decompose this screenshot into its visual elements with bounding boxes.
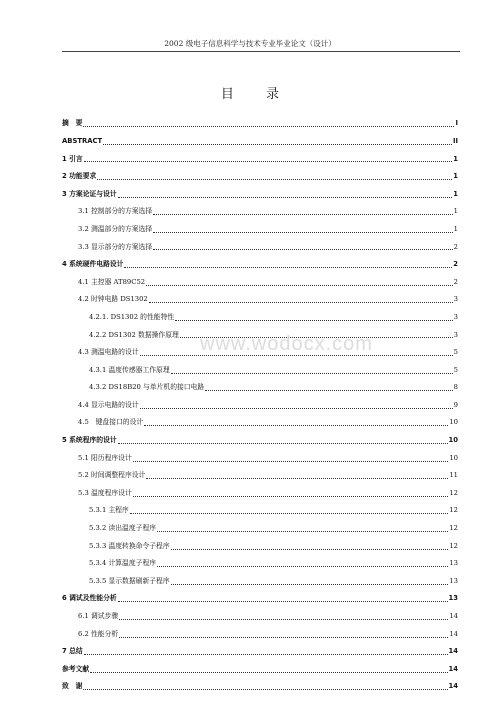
toc-entry-page: 14 bbox=[448, 647, 458, 656]
toc-dot-leader bbox=[157, 531, 448, 532]
toc-entry[interactable] bbox=[62, 273, 458, 291]
toc-entry-label: 4.3.1 温度传感器工作原理 bbox=[89, 365, 170, 374]
page-header: 2002 级电子信息科学与技术专业毕业论文（设计） bbox=[164, 39, 336, 48]
toc-entry[interactable] bbox=[62, 361, 458, 379]
toc-entry[interactable] bbox=[62, 449, 458, 467]
toc-dot-leader bbox=[171, 373, 453, 374]
toc-dot-leader bbox=[97, 179, 452, 180]
toc-entry-page: 12 bbox=[449, 488, 458, 497]
toc-entry-label: 5.3 温度程序设计 bbox=[78, 488, 132, 497]
toc-dot-leader bbox=[171, 549, 449, 550]
toc-entry[interactable] bbox=[62, 397, 458, 415]
toc-dot-leader bbox=[119, 637, 448, 638]
toc-entry-page: 13 bbox=[449, 576, 458, 585]
toc-entry-page: 5 bbox=[453, 348, 458, 357]
toc-entry-label: 4.1 主控器 AT89C52 bbox=[78, 277, 146, 286]
toc-entry[interactable] bbox=[62, 643, 458, 661]
toc-entry[interactable] bbox=[62, 625, 458, 643]
toc-entry-label: 1 引言 bbox=[62, 154, 83, 163]
toc-entry-label: 6 调试及性能分析 bbox=[62, 594, 117, 603]
toc-entry-page: 1 bbox=[453, 189, 458, 198]
toc-entry-page: 14 bbox=[448, 682, 458, 691]
toc-entry-label: 5.2 时间调整程序设计 bbox=[78, 471, 146, 480]
toc-entry-page: 12 bbox=[449, 541, 458, 550]
toc-dot-leader bbox=[118, 443, 448, 444]
toc-dot-leader bbox=[84, 654, 448, 655]
toc-entry[interactable] bbox=[62, 484, 458, 502]
toc-entry-label: 5.3.1 主程序 bbox=[89, 506, 129, 515]
toc-entry[interactable] bbox=[62, 309, 458, 327]
toc-entry-label: 4.4 显示电路的设计 bbox=[78, 400, 139, 409]
toc-entry[interactable] bbox=[62, 150, 458, 168]
toc-dot-leader bbox=[146, 478, 448, 479]
toc-dot-leader bbox=[171, 584, 449, 585]
toc-entry-label: 5.3.5 显示数据刷新子程序 bbox=[89, 576, 170, 585]
toc-entry-page: 14 bbox=[449, 629, 458, 638]
toc-dot-leader bbox=[133, 461, 449, 462]
table-of-contents bbox=[62, 115, 458, 696]
toc-entry-label: 5.3.3 温度转换命令子程序 bbox=[89, 541, 170, 550]
toc-entry-label: 5.3.4 计算温度子程序 bbox=[89, 559, 157, 568]
toc-entry-page: II bbox=[452, 136, 458, 145]
toc-entry-page: 3 bbox=[453, 295, 458, 304]
toc-entry[interactable] bbox=[62, 502, 458, 520]
toc-entry[interactable] bbox=[62, 203, 458, 221]
toc-entry-label: 5.3.2 读出温度子程序 bbox=[89, 524, 157, 533]
toc-entry-label: 3.3 显示部分的方案选择 bbox=[78, 242, 153, 251]
toc-entry[interactable] bbox=[62, 432, 458, 450]
toc-entry[interactable] bbox=[62, 291, 458, 309]
toc-entry[interactable] bbox=[62, 238, 458, 256]
toc-entry-label: 7 总结 bbox=[62, 647, 83, 656]
toc-dot-leader bbox=[140, 408, 453, 409]
toc-entry-page: 1 bbox=[453, 207, 458, 216]
toc-dot-leader bbox=[118, 601, 448, 602]
toc-dot-leader bbox=[146, 285, 453, 286]
toc-entry-label: 4 系统硬件电路设计 bbox=[62, 260, 124, 269]
toc-dot-leader bbox=[175, 320, 453, 321]
toc-entry-label: 摘 要 bbox=[62, 119, 83, 128]
toc-entry[interactable] bbox=[62, 256, 458, 274]
toc-entry-page: 10 bbox=[448, 436, 458, 445]
toc-entry[interactable] bbox=[62, 467, 458, 485]
toc-entry[interactable] bbox=[62, 185, 458, 203]
toc-entry[interactable] bbox=[62, 537, 458, 555]
toc-entry[interactable] bbox=[62, 115, 458, 133]
toc-dot-leader bbox=[124, 267, 452, 268]
toc-entry[interactable] bbox=[62, 572, 458, 590]
toc-entry-page: 1 bbox=[453, 224, 458, 233]
toc-entry-label: 3 方案论证与设计 bbox=[62, 189, 117, 198]
toc-entry[interactable] bbox=[62, 590, 458, 608]
toc-entry[interactable] bbox=[62, 133, 458, 151]
toc-dot-leader bbox=[149, 302, 453, 303]
toc-entry-page: 1 bbox=[453, 154, 458, 163]
toc-title: 目 录 bbox=[220, 87, 294, 102]
toc-entry-page: 12 bbox=[449, 506, 458, 515]
toc-entry-page: 10 bbox=[449, 418, 458, 427]
toc-dot-leader bbox=[103, 144, 452, 145]
toc-entry-page: 13 bbox=[449, 559, 458, 568]
toc-entry-page: 2 bbox=[453, 277, 458, 286]
toc-entry-page: 2 bbox=[453, 260, 458, 269]
toc-dot-leader bbox=[118, 197, 453, 198]
toc-entry-label: 4.2.2 DS1302 数据操作原理 bbox=[89, 330, 179, 339]
toc-entry-label: 4.5 键盘接口的设计 bbox=[78, 418, 144, 427]
toc-dot-leader bbox=[84, 161, 453, 162]
toc-entry-label: ABSTRACT bbox=[62, 136, 103, 145]
toc-dot-leader bbox=[144, 425, 448, 426]
toc-entry-label: 参考文献 bbox=[62, 664, 90, 673]
watermark: www.wodocx.com bbox=[200, 333, 373, 355]
toc-entry-label: 4.2 时钟电路 DS1302 bbox=[78, 295, 148, 304]
toc-entry[interactable] bbox=[62, 414, 458, 432]
toc-entry-page: 3 bbox=[453, 312, 458, 321]
toc-entry-label: 2 功能要求 bbox=[62, 172, 97, 181]
toc-dot-leader bbox=[90, 672, 447, 673]
toc-entry[interactable] bbox=[62, 379, 458, 397]
toc-entry-page: 13 bbox=[448, 594, 458, 603]
toc-entry-label: 5 系统程序的设计 bbox=[62, 436, 117, 445]
toc-entry-label: 3.2 测温部分的方案选择 bbox=[78, 224, 153, 233]
toc-entry[interactable] bbox=[62, 555, 458, 573]
toc-entry-page: 5 bbox=[453, 365, 458, 374]
toc-dot-leader bbox=[83, 689, 447, 690]
toc-entry-page: 1 bbox=[453, 172, 458, 181]
toc-entry-label: 4.3 测温电路的设计 bbox=[78, 348, 139, 357]
toc-entry-label: 致 谢 bbox=[62, 682, 83, 691]
toc-entry-label: 6.1 调试步骤 bbox=[78, 612, 119, 621]
toc-dot-leader bbox=[119, 619, 448, 620]
toc-entry[interactable] bbox=[62, 520, 458, 538]
toc-entry[interactable] bbox=[62, 678, 458, 696]
toc-entry-label: 4.3.2 DS18B20 与单片机的接口电路 bbox=[89, 383, 205, 392]
toc-dot-leader bbox=[83, 126, 454, 127]
toc-entry-page: 12 bbox=[449, 524, 458, 533]
toc-dot-leader bbox=[157, 566, 448, 567]
toc-entry-label: 5.1 阳历程序设计 bbox=[78, 453, 132, 462]
toc-dot-leader bbox=[133, 496, 449, 497]
toc-dot-leader bbox=[153, 214, 453, 215]
toc-dot-leader bbox=[153, 249, 453, 250]
toc-entry[interactable] bbox=[62, 168, 458, 186]
toc-entry[interactable] bbox=[62, 660, 458, 678]
header-rule bbox=[62, 51, 460, 52]
toc-entry-page: I bbox=[455, 119, 458, 128]
toc-entry-page: 10 bbox=[449, 453, 458, 462]
toc-dot-leader bbox=[153, 232, 453, 233]
toc-entry[interactable] bbox=[62, 608, 458, 626]
toc-dot-leader bbox=[130, 513, 448, 514]
toc-entry-label: 6.2 性能分析 bbox=[78, 629, 119, 638]
toc-entry-page: 2 bbox=[453, 242, 458, 251]
toc-entry-page: 8 bbox=[453, 383, 458, 392]
toc-entry-page: 9 bbox=[453, 400, 458, 409]
toc-entry-page: 14 bbox=[448, 664, 458, 673]
toc-dot-leader bbox=[205, 390, 452, 391]
toc-entry-page: 11 bbox=[449, 471, 458, 480]
toc-entry-page: 3 bbox=[453, 330, 458, 339]
toc-entry-label: 3.1 控制部分的方案选择 bbox=[78, 207, 153, 216]
toc-entry-page: 14 bbox=[449, 612, 458, 621]
toc-entry[interactable] bbox=[62, 221, 458, 239]
toc-entry-label: 4.2.1. DS1302 的性能特性 bbox=[89, 312, 175, 321]
